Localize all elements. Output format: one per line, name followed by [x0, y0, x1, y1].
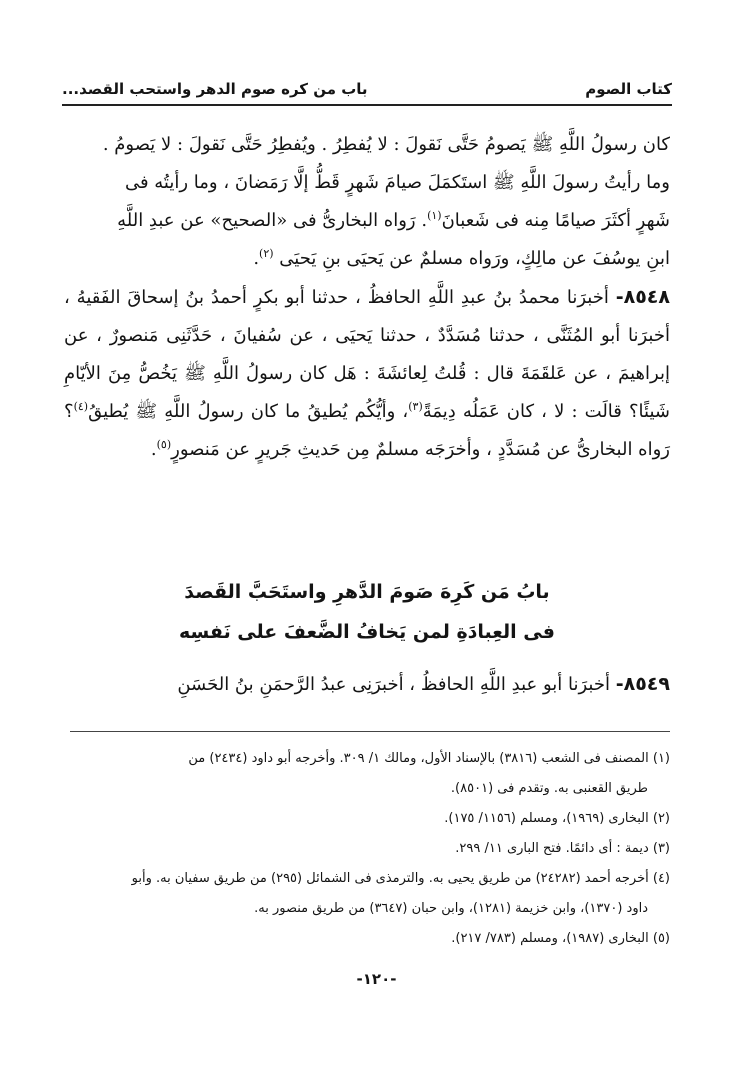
footnote: (١) المصنف فى الشعب (٣٨١٦) بالإسناد الأول، ومالك ١/ ٣٠٩. وأخرجه أبو داود (٢٤٣٤) من: [188, 751, 670, 766]
chapter-heading-line: بابُ مَن كَرِهَ صَومَ الدَّهرِ واستَحَبَّ القَصدَ: [184, 581, 550, 603]
footnote-continuation: طريق القعنبى به. وتقدم فى (٨٥٠١).: [450, 781, 648, 796]
header-rule: [62, 104, 672, 106]
footnote-ref: (٢): [259, 247, 274, 260]
text-line: كان رسولُ اللَّهِ ﷺ يَصومُ حَتَّى نَقولَ : لا يُفطِرُ . ويُفطِرُ حَتَّى نَقولَ : لا يَصومُ .: [102, 134, 670, 155]
hadith-number: ٨٥٤٩-: [615, 673, 670, 695]
footnote-continuation: داود (١٣٧٠)، وابن خزيمة (١٢٨١)، وابن حبان (٣٦٤٧) من طريق منصور به.: [254, 901, 648, 916]
running-header: [62, 78, 672, 102]
book-title: كتاب الصوم: [585, 80, 672, 98]
footnote-divider: [70, 731, 670, 732]
footnote-ref: (٥): [156, 438, 172, 451]
text-line: ابنِ يوسُفَ عن مالِكٍ، ورَواه مسلمٌ عن يَحيَى بنِ يَحيَى $^{(٢)}$.: [253, 247, 670, 269]
chapter-heading: [64, 572, 670, 652]
footnote: (٣) ديمة : أى دائمًا. فتح البارى ١١/ ٢٩٩.: [455, 841, 670, 856]
main-text: [64, 126, 670, 469]
footnote: (٢) البخارى (١٩٦٩)، ومسلم (١١٥٦/ ١٧٥).: [444, 811, 670, 826]
hadith-8549: ٨٥٤٩- أخبرَنا أبو عبدِ اللَّهِ الحافظُ ، أخبرَنِى عبدُ الرَّحمَنِ بنُ الحَسَنِ: [177, 673, 670, 695]
footnote-ref: (١): [427, 209, 442, 222]
footnote: (٥) البخارى (١٩٨٧)، ومسلم (٧٨٣/ ٢١٧).: [451, 931, 670, 946]
footnote-ref: (٣): [408, 400, 423, 413]
chapter-heading-line: فى العِبادَةِ لمن يَخافُ الضَّعفَ على نَفسِه: [179, 621, 555, 643]
page-number: -١٢٠-: [356, 970, 397, 988]
footnotes: [66, 744, 670, 954]
footnote: (٤) أخرجه أحمد (٢٤٢٨٢) من طريق يحيى به. والترمذى فى الشمائل (٢٩٥) من طريق سفيان به. وأبو: [131, 871, 670, 886]
footnote-ref: (٤): [73, 400, 89, 413]
hadith-number: ٨٥٤٨-: [615, 286, 670, 308]
hadith-8548: ٨٥٤٨- أخبرَنا محمدُ بنُ عبدِ اللَّهِ الحافظُ ، حدثنا أبو بكرٍ أحمدُ بنُ إسحاقَ الفَقيهُ ، أخبرَنا أبو المُثَنَّى ، حدثنا مُسَدَّدٌ ، حدثنا يَحيَى ، عن سُفيانَ ، حَدَّثَنِى مَنصورٌ ، عن إبراهيمَ ، عن عَلقَمَةَ قال : قُلتُ لِعائشَةَ : هَل كان رسولُ اللَّهِ ﷺ يَخُصُّ مِنَ الأيّامِ شَيئًا؟ قالَت : لا ، كان عَمَلُه دِيمَةً$^{(٣)}$، وأيُّكُم يُطيقُ ما كان رسولُ اللَّهِ ﷺ يُطيقُ$^{(٤)}$؟ رَواه البخارىُّ عن مُسَدَّدٍ ، وأخرَجَه مسلمٌ مِن حَديثِ جَريرٍ عن مَنصورٍ$^{(٥)}$.: [64, 286, 670, 460]
text-line: شَهرٍ أكثَرَ صيامًا مِنه فى شَعبانَ$^{(١)}$. رَواه البخارىُّ فى «الصحيح» عن عبدِ اللَّهِ: [117, 209, 670, 231]
chapter-running-title: باب من كره صوم الدهر واستحب القصد...: [62, 80, 368, 98]
text-line: وما رأيتُ رسولَ اللَّهِ ﷺ استَكمَلَ صيامَ شَهرٍ قَطُّ إلَّا رَمَضانَ ، وما رأيتُه فى: [124, 172, 670, 193]
